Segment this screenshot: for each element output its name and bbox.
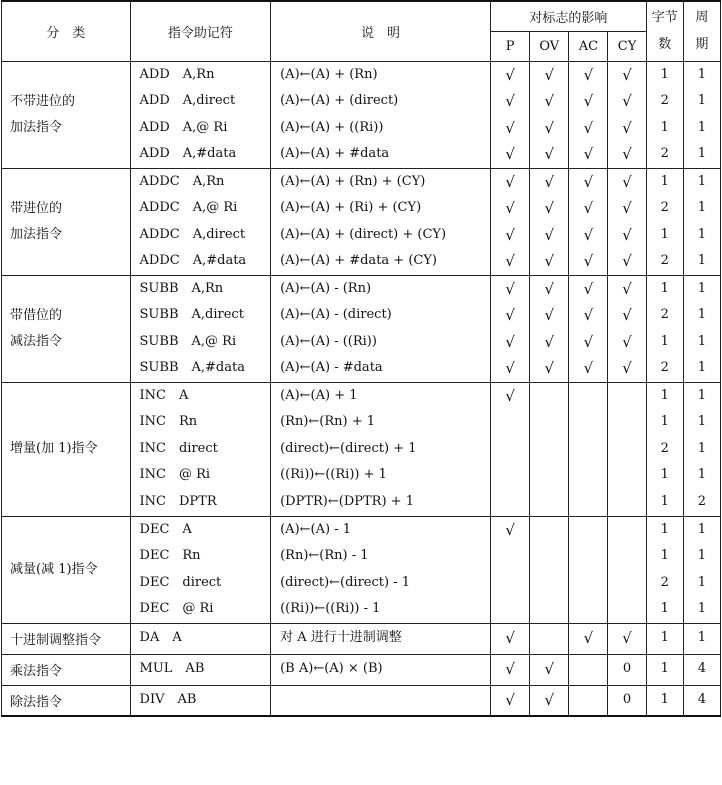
category-cell: 增量(加 1)指令 bbox=[2, 382, 131, 516]
header-flag-p: P bbox=[491, 31, 530, 61]
flag-cy-cell: 0 bbox=[608, 654, 646, 685]
category-cell: 带借位的 减法指令 bbox=[2, 275, 131, 382]
flag-ac-cell: √ bbox=[569, 623, 608, 654]
flag-ov-cell bbox=[530, 623, 569, 654]
flag-ac-cell bbox=[569, 516, 608, 623]
header-flag-ov: OV bbox=[530, 31, 569, 61]
table-body bbox=[2, 61, 721, 716]
bytes-cell: 1 bbox=[646, 685, 683, 716]
flag-cy-cell: 0 bbox=[608, 685, 646, 716]
flag-p-cell: √ bbox=[491, 382, 530, 516]
flag-ov-cell bbox=[530, 516, 569, 623]
flag-p-cell: √ bbox=[491, 623, 530, 654]
table-row bbox=[2, 61, 721, 168]
cycles-cell: 1 1 1 1 bbox=[683, 168, 720, 275]
bytes-cell: 1 bbox=[646, 654, 683, 685]
flag-p-cell: √ bbox=[491, 685, 530, 716]
mnemonic-cell: DEC A DEC Rn DEC direct DEC @ Ri bbox=[130, 516, 271, 623]
mnemonic-cell: MUL AB bbox=[130, 654, 271, 685]
description-cell: (A)←(A) - 1 (Rn)←(Rn) - 1 (direct)←(direct) - 1 ((Ri))←((Ri)) - 1 bbox=[271, 516, 491, 623]
cycles-cell: 1 1 1 1 2 bbox=[683, 382, 720, 516]
cycles-cell: 1 1 1 1 bbox=[683, 516, 720, 623]
description-cell: 对 A 进行十进制调整 bbox=[271, 623, 491, 654]
cycles-cell: 4 bbox=[683, 685, 720, 716]
table-row bbox=[2, 516, 721, 623]
category-cell: 十进制调整指令 bbox=[2, 623, 131, 654]
description-cell: (A)←(A) - (Rn) (A)←(A) - (direct) (A)←(A) - ((Ri)) (A)←(A) - #data bbox=[271, 275, 491, 382]
flag-ac-cell: √ √ √ √ bbox=[569, 275, 608, 382]
flag-ov-cell: √ √ √ √ bbox=[530, 275, 569, 382]
cycles-cell: 4 bbox=[683, 654, 720, 685]
header-flag-ac: AC bbox=[569, 31, 608, 61]
flag-cy-cell: √ bbox=[608, 623, 646, 654]
category-cell: 减量(减 1)指令 bbox=[2, 516, 131, 623]
cycles-cell: 1 1 1 1 bbox=[683, 61, 720, 168]
bytes-cell: 1 2 1 2 bbox=[646, 275, 683, 382]
bytes-cell: 1 2 1 2 bbox=[646, 168, 683, 275]
mnemonic-cell: DIV AB bbox=[130, 685, 271, 716]
description-cell: (B A)←(A) × (B) bbox=[271, 654, 491, 685]
flag-cy-cell: √ √ √ √ bbox=[608, 275, 646, 382]
mnemonic-cell: SUBB A,Rn SUBB A,direct SUBB A,@ Ri SUBB A,#data bbox=[130, 275, 271, 382]
flag-cy-cell bbox=[608, 382, 646, 516]
flag-ac-cell: √ √ √ √ bbox=[569, 168, 608, 275]
cycles-cell: 1 1 1 1 bbox=[683, 275, 720, 382]
flag-p-cell: √ √ √ √ bbox=[491, 275, 530, 382]
header-flag-cy: CY bbox=[608, 31, 646, 61]
description-cell: (A)←(A) + (Rn) (A)←(A) + (direct) (A)←(A) + ((Ri)) (A)←(A) + #data bbox=[271, 61, 491, 168]
table-row bbox=[2, 623, 721, 654]
header-category: 分 类 bbox=[2, 1, 131, 61]
flag-ov-cell bbox=[530, 382, 569, 516]
description-cell: (A)←(A) + 1 (Rn)←(Rn) + 1 (direct)←(direct) + 1 ((Ri))←((Ri)) + 1 (DPTR)←(DPTR) + 1 bbox=[271, 382, 491, 516]
flag-ac-cell bbox=[569, 654, 608, 685]
mnemonic-cell: ADDC A,Rn ADDC A,@ Ri ADDC A,direct ADDC A,#data bbox=[130, 168, 271, 275]
description-cell: (A)←(A) + (Rn) + (CY) (A)←(A) + (Ri) + (CY) (A)←(A) + (direct) + (CY) (A)←(A) + #data + (CY) bbox=[271, 168, 491, 275]
table-row bbox=[2, 654, 721, 685]
category-cell: 带进位的 加法指令 bbox=[2, 168, 131, 275]
flag-ac-cell bbox=[569, 685, 608, 716]
bytes-cell: 1 bbox=[646, 623, 683, 654]
header-cycles: 周 期 bbox=[683, 1, 720, 61]
flag-cy-cell bbox=[608, 516, 646, 623]
bytes-cell: 1 1 2 1 1 bbox=[646, 382, 683, 516]
category-cell: 乘法指令 bbox=[2, 654, 131, 685]
category-cell: 除法指令 bbox=[2, 685, 131, 716]
table-row bbox=[2, 685, 721, 716]
bytes-cell: 1 1 2 1 bbox=[646, 516, 683, 623]
flag-ov-cell: √ bbox=[530, 685, 569, 716]
flag-p-cell: √ bbox=[491, 516, 530, 623]
flag-ac-cell: √ √ √ √ bbox=[569, 61, 608, 168]
header-description: 说 明 bbox=[271, 1, 491, 61]
header-bytes: 字节 数 bbox=[646, 1, 683, 61]
cycles-cell: 1 bbox=[683, 623, 720, 654]
bytes-cell: 1 2 1 2 bbox=[646, 61, 683, 168]
flag-ac-cell bbox=[569, 382, 608, 516]
mnemonic-cell: INC A INC Rn INC direct INC @ Ri INC DPTR bbox=[130, 382, 271, 516]
table-row bbox=[2, 275, 721, 382]
table-row bbox=[2, 382, 721, 516]
flag-p-cell: √ √ √ √ bbox=[491, 61, 530, 168]
flag-ov-cell: √ √ √ √ bbox=[530, 61, 569, 168]
header-flags-group: 对标志的影响 bbox=[491, 1, 647, 31]
instruction-table bbox=[1, 0, 721, 717]
flag-ov-cell: √ bbox=[530, 654, 569, 685]
header-mnemonic: 指令助记符 bbox=[130, 1, 271, 61]
flag-p-cell: √ bbox=[491, 654, 530, 685]
description-cell bbox=[271, 685, 491, 716]
flag-p-cell: √ √ √ √ bbox=[491, 168, 530, 275]
category-cell: 不带进位的 加法指令 bbox=[2, 61, 131, 168]
table-row bbox=[2, 168, 721, 275]
mnemonic-cell: DA A bbox=[130, 623, 271, 654]
flag-cy-cell: √ √ √ √ bbox=[608, 61, 646, 168]
flag-cy-cell: √ √ √ √ bbox=[608, 168, 646, 275]
mnemonic-cell: ADD A,Rn ADD A,direct ADD A,@ Ri ADD A,#data bbox=[130, 61, 271, 168]
flag-ov-cell: √ √ √ √ bbox=[530, 168, 569, 275]
